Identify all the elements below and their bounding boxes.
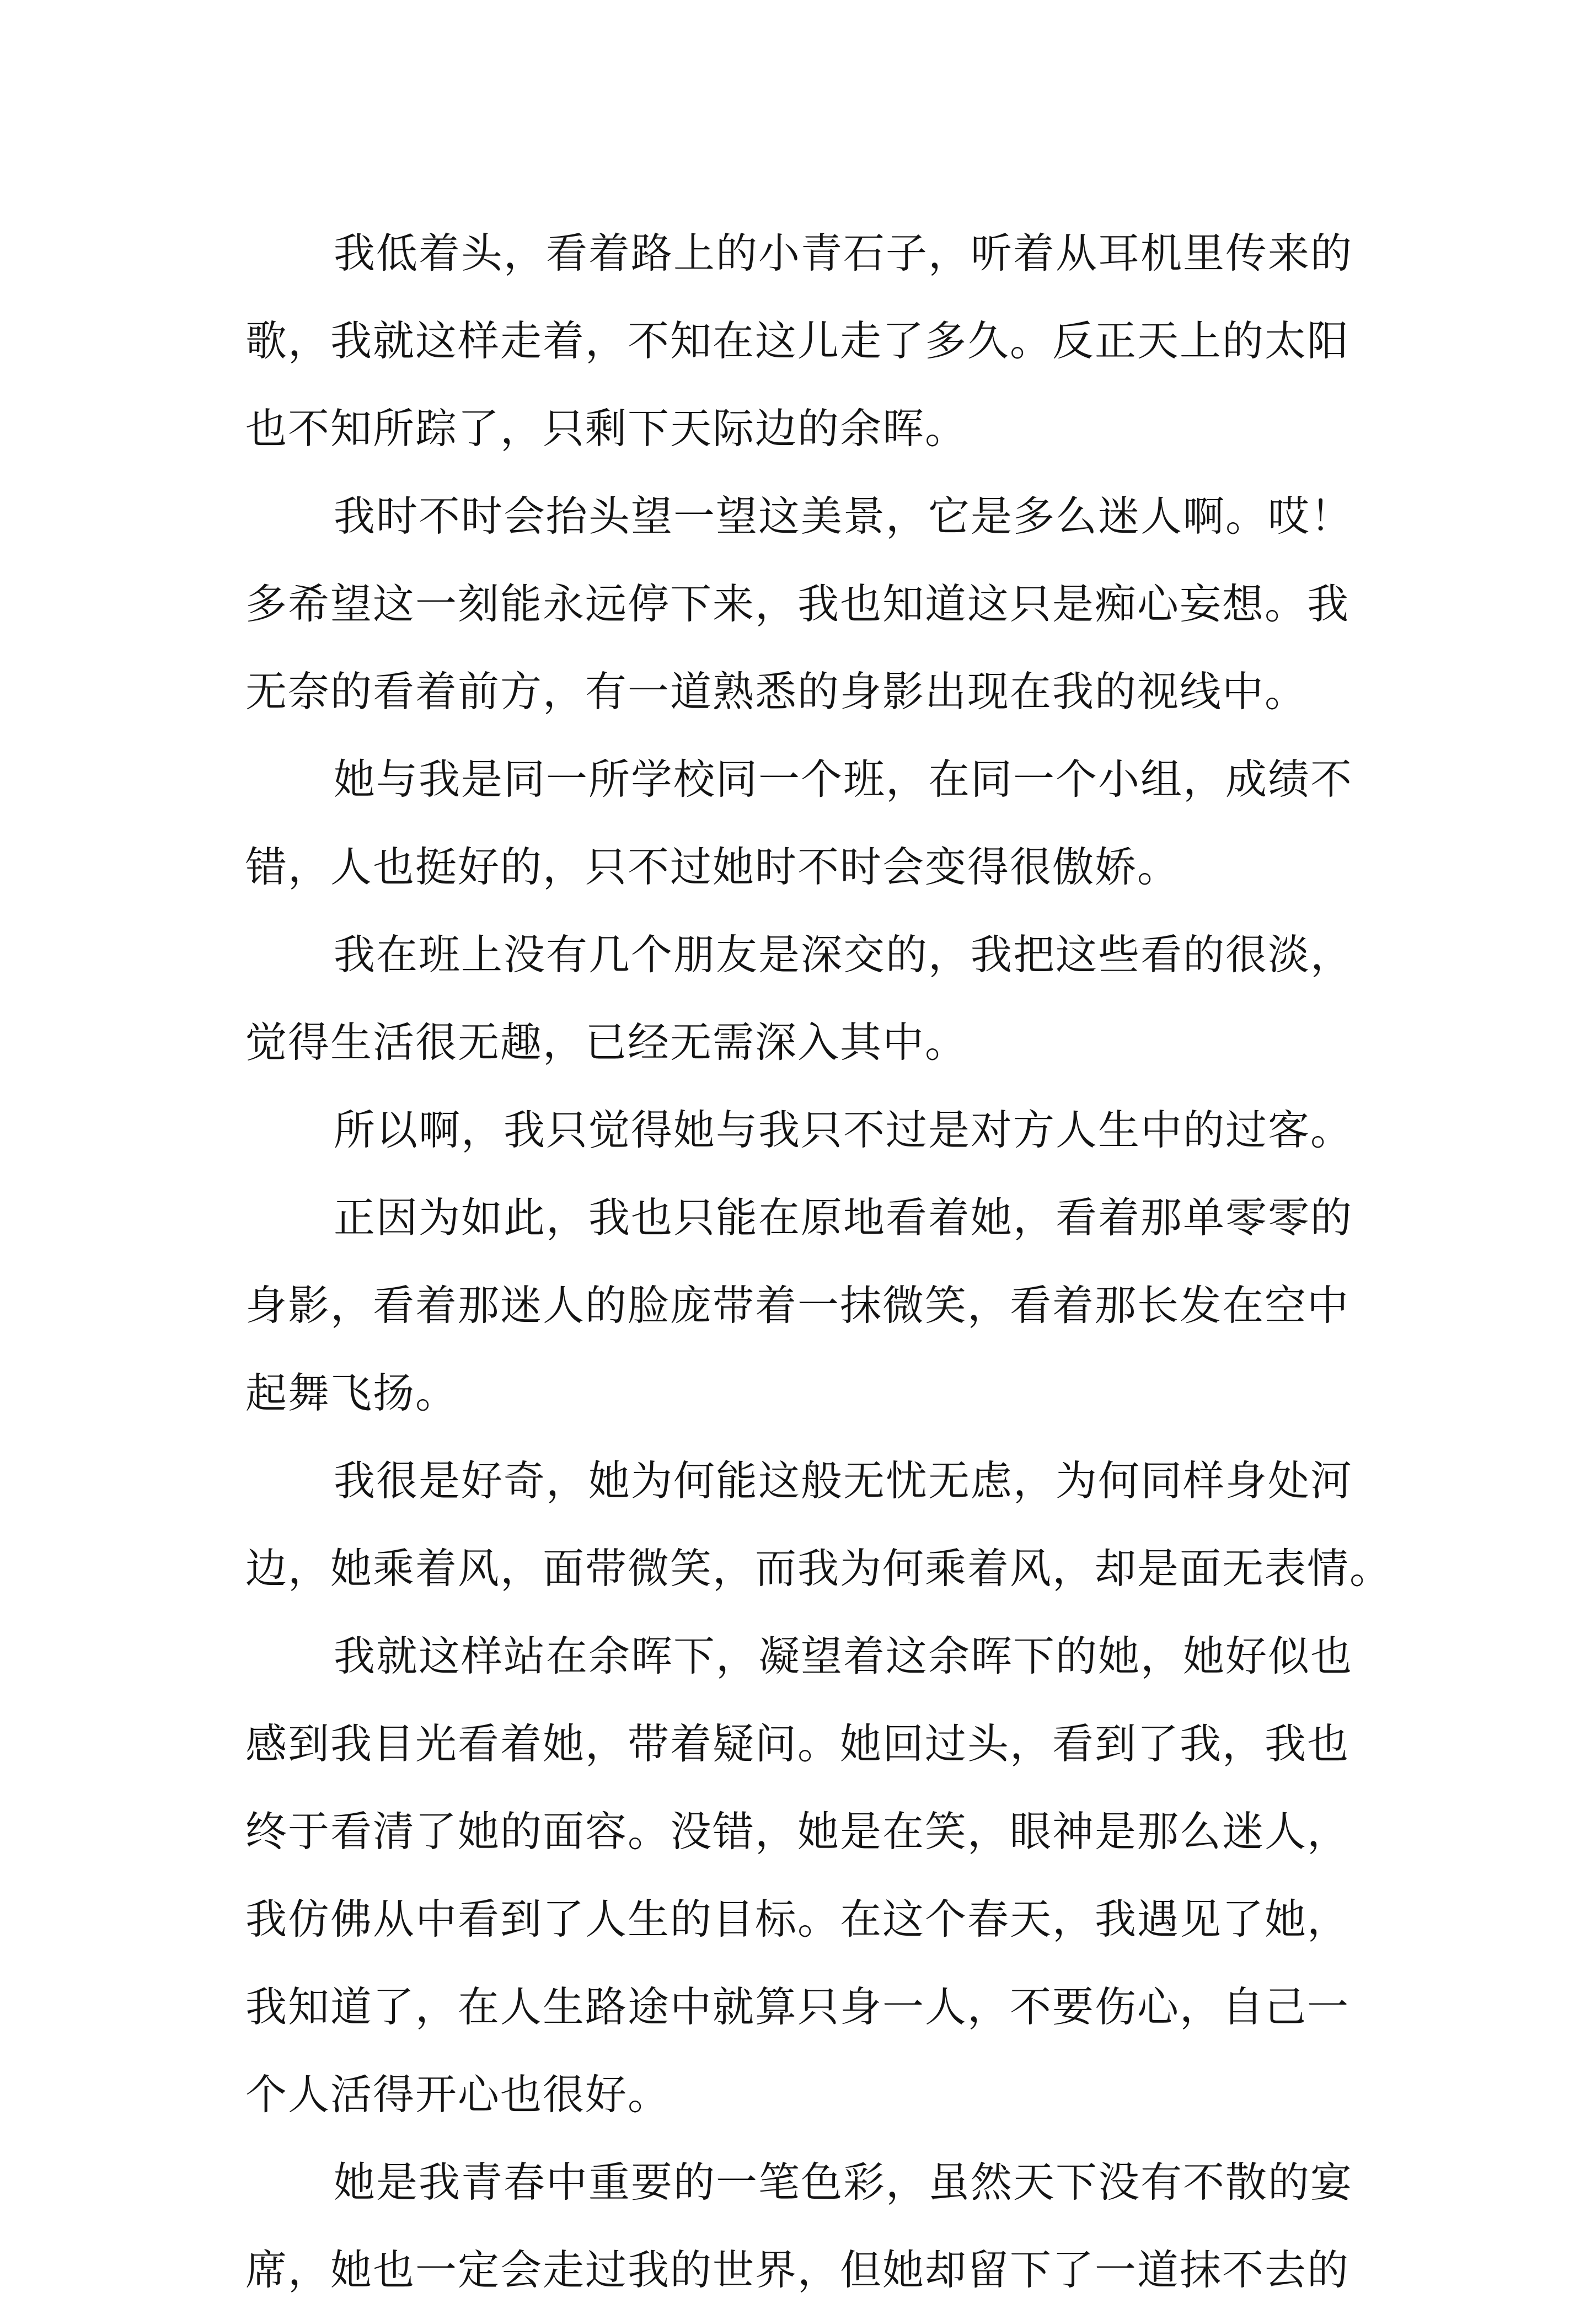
paragraph xyxy=(245,210,1370,473)
text-line: 我知道了，在人生路途中就算只身一人，不要伤心，自己一 xyxy=(245,1983,1350,2031)
paragraph xyxy=(245,1174,1370,1437)
paragraph xyxy=(245,1613,1370,2139)
text-line: 我很是好奇，她为何能这般无忧无虑，为何同样身处河 xyxy=(334,1456,1353,1505)
text-line: 我就这样站在余晖下，凝望着这余晖下的她，她好似也 xyxy=(334,1632,1353,1680)
text-line: 我在班上没有几个朋友是深交的，我把这些看的很淡， xyxy=(334,930,1353,979)
text-line: 也不知所踪了，只剩下天际边的余晖。 xyxy=(245,404,968,453)
paragraph xyxy=(245,1437,1393,1613)
text-line: 歌，我就这样走着，不知在这儿走了多久。反正天上的太阳 xyxy=(245,317,1350,365)
text-line: 我仿佛从中看到了人生的目标。在这个春天，我遇见了她， xyxy=(245,1895,1350,1943)
paragraph xyxy=(245,911,1370,1086)
text-line: 她是我青春中重要的一笔色彩，虽然天下没有不散的宴 xyxy=(334,2158,1353,2206)
text-line: 错，人也挺好的，只不过她时不时会变得很傲娇。 xyxy=(245,843,1180,891)
paragraph xyxy=(245,1086,1370,1174)
paragraph xyxy=(245,473,1370,736)
text-line: 她与我是同一所学校同一个班，在同一个小组，成绩不 xyxy=(334,755,1353,804)
text-line: 所以啊，我只觉得她与我只不过是对方人生中的过客。 xyxy=(334,1106,1353,1154)
text-line: 觉得生活很无趣，已经无需深入其中。 xyxy=(245,1018,968,1067)
text-line: 感到我目光看着她，带着疑问。她回过头，看到了我，我也 xyxy=(245,1720,1350,1768)
text-line: 多希望这一刻能永远停下来，我也知道这只是痴心妄想。我 xyxy=(245,580,1350,628)
text-line: 终于看清了她的面容。没错，她是在笑，眼神是那么迷人， xyxy=(245,1807,1350,1856)
essay-body xyxy=(245,210,1393,2314)
text-line: 我低着头，看着路上的小青石子，听着从耳机里传来的 xyxy=(334,229,1353,277)
text-line: 起舞飞扬。 xyxy=(245,1369,458,1417)
text-line: 身影，看着那迷人的脸庞带着一抹微笑，看着那长发在空中 xyxy=(245,1281,1350,1330)
text-line: 无奈的看着前方，有一道熟悉的身影出现在我的视线中。 xyxy=(245,667,1308,716)
text-line: 边，她乘着风，面带微笑，而我为何乘着风，却是面无表情。 xyxy=(245,1544,1393,1593)
text-line: 我时不时会抬头望一望这美景，它是多么迷人啊。哎！ xyxy=(334,492,1353,540)
text-line: 正因为如此，我也只能在原地看着她，看着那单零零的 xyxy=(334,1193,1353,1242)
text-line: 个人活得开心也很好。 xyxy=(245,2070,671,2119)
text-line: 席，她也一定会走过我的世界，但她却留下了一道抹不去的 xyxy=(245,2246,1350,2294)
paragraph xyxy=(245,2139,1370,2314)
paragraph xyxy=(245,736,1370,911)
